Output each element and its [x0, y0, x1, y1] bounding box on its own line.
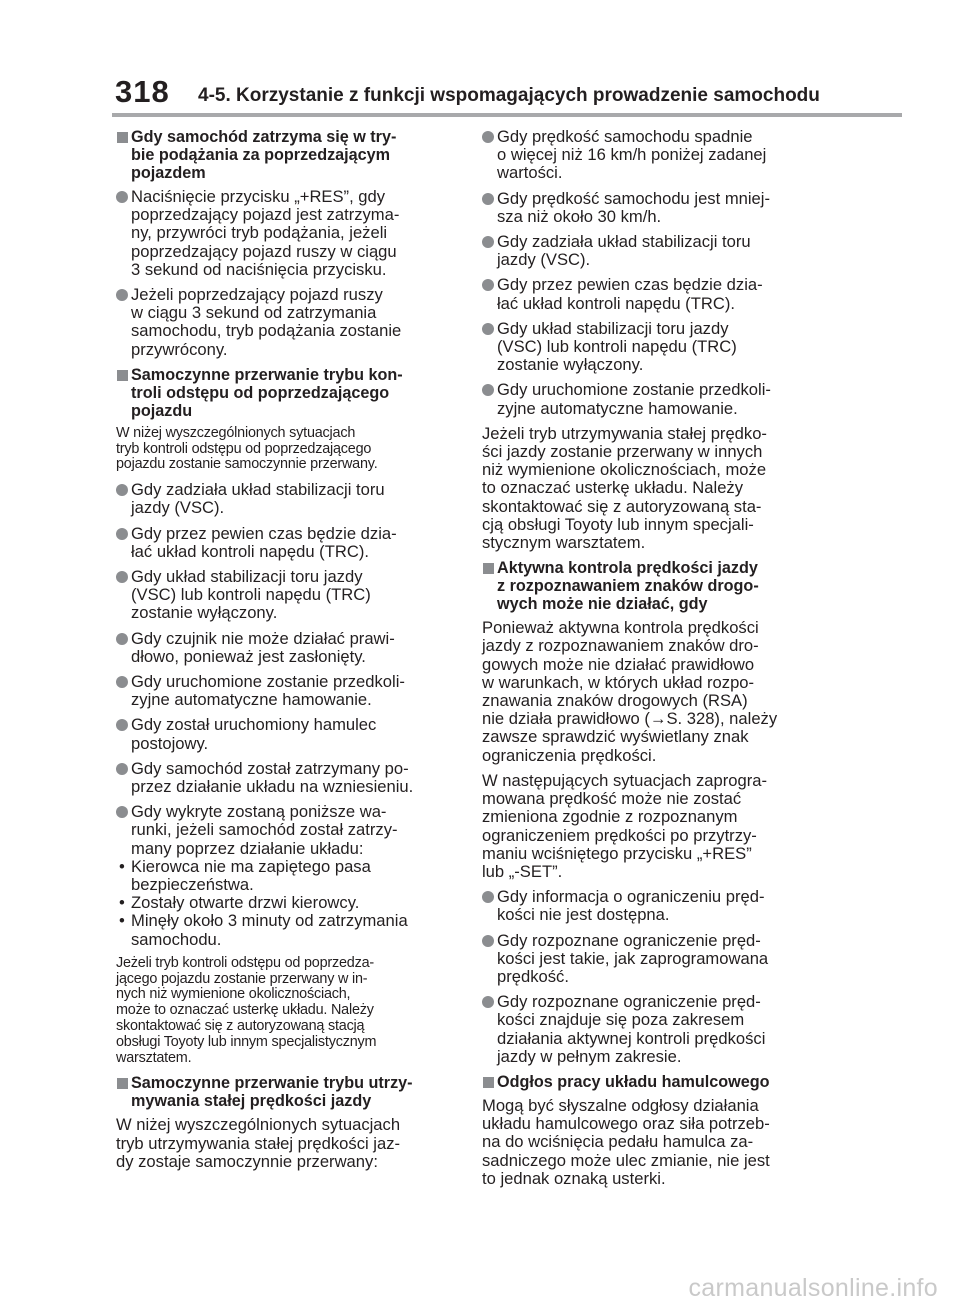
bullet-item	[116, 673, 456, 709]
left-column	[116, 128, 456, 1178]
bullet-item	[116, 525, 456, 561]
section-heading	[482, 1073, 822, 1091]
heading-text: Aktywna kontrola prędkości jazdy z rozpoznawaniem znaków drogo- wych może nie działać, gdy	[497, 559, 759, 614]
circle-bullet-icon	[116, 484, 128, 496]
bullet-text: Gdy uruchomione zostanie przedkoli- zyjne automatyczne hamowanie.	[131, 672, 405, 710]
bullet-text: Gdy przez pewien czas będzie dzia- łać układ kontroli napędu (TRC).	[497, 275, 763, 313]
circle-bullet-icon	[116, 528, 128, 540]
bullet-item	[482, 888, 822, 924]
note-paragraph: W niżej wyszczególnionych sytuacjach tryb kontroli odstępu od poprzedzającego pojazdu zostanie samoczynnie przerwany.	[116, 424, 378, 473]
bullet-text: Gdy prędkość samochodu spadnie o więcej niż 16 km/h poniżej zadanej wartości.	[497, 127, 767, 183]
heading-text: Samoczynne przerwanie trybu utrzy- mywania stałej prędkości jazdy	[131, 1074, 413, 1111]
square-bullet-icon	[117, 1078, 128, 1089]
circle-bullet-icon	[482, 193, 494, 205]
body-paragraph: W następujących sytuacjach zaprogra- mowana prędkość może nie zostać zmieniona zgodnie z rozpoznanym ograniczeniem prędkości po przytrzy- maniu wciśniętego przycisku „+RES” lub „-SET”.	[482, 770, 767, 881]
bullet-item	[116, 716, 456, 752]
bullet-item	[116, 630, 456, 666]
bullet-item	[482, 381, 822, 417]
bullet-text: Gdy zadziała układ stabilizacji toru jazdy (VSC).	[131, 480, 385, 518]
heading-text: Samoczynne przerwanie trybu kon- troli odstępu od poprzedzającego pojazdu	[131, 365, 403, 420]
bullet-dot-icon: •	[119, 893, 125, 913]
circle-bullet-icon	[116, 719, 128, 731]
page-header	[0, 0, 960, 118]
circle-bullet-icon	[116, 633, 128, 645]
bullet-text: Gdy uruchomione zostanie przedkoli- zyjne automatyczne hamowanie.	[497, 380, 771, 418]
bullet-item	[116, 188, 456, 279]
right-column	[482, 128, 822, 1195]
circle-bullet-icon	[482, 323, 494, 335]
circle-bullet-icon	[116, 763, 128, 775]
header-divider	[112, 113, 902, 117]
bullet-text: Gdy prędkość samochodu jest mniej- sza niż około 30 km/h.	[497, 188, 770, 226]
square-bullet-icon	[117, 132, 128, 143]
circle-bullet-icon	[482, 935, 494, 947]
bullet-text: Gdy samochód został zatrzymany po- przez działanie układu na wzniesieniu.	[131, 758, 414, 797]
heading-text: Gdy samochód zatrzyma się w try- bie podążania za poprzedzającym pojazdem	[131, 128, 397, 182]
sub-list-item	[116, 912, 456, 948]
bullet-item	[116, 481, 456, 517]
circle-bullet-icon	[116, 289, 128, 301]
circle-bullet-icon	[116, 191, 128, 203]
bullet-text: Naciśnięcie przycisku „+RES”, gdy poprzedzający pojazd jest zatrzyma- ny, przywróci tryb podążania, jeżeli poprzedzający pojazd ruszy w ciągu 3 sekund od naciśnięcia przycisku.	[131, 187, 400, 279]
bullet-item	[116, 760, 456, 796]
circle-bullet-icon	[482, 996, 494, 1008]
sub-list-item	[116, 894, 456, 912]
bullet-item	[116, 803, 456, 858]
bullet-item	[482, 233, 822, 269]
circle-bullet-icon	[482, 236, 494, 248]
bullet-item	[482, 320, 822, 375]
bullet-text: Jeżeli poprzedzający pojazd ruszy w ciągu 3 sekund od zatrzymania samochodu, tryb podążania zostanie przywrócony.	[131, 285, 402, 359]
bullet-dot-icon: •	[119, 856, 125, 876]
bullet-item	[482, 276, 822, 312]
section-heading	[482, 559, 822, 613]
bullet-text: Gdy został uruchomiony hamulec postojowy.	[131, 715, 377, 753]
circle-bullet-icon	[116, 806, 128, 818]
sub-list-item	[116, 858, 456, 894]
circle-bullet-icon	[482, 131, 494, 143]
bullet-text: Gdy rozpoznane ograniczenie pręd- kości znajduje się poza zakresem działania aktywnej kontroli prędkości jazdy w pełnym zakresie.	[497, 992, 766, 1066]
circle-bullet-icon	[482, 891, 494, 903]
square-bullet-icon	[483, 1077, 494, 1088]
body-paragraph: Ponieważ aktywna kontrola prędkości jazdy z rozpoznawaniem znaków dro- gowych może nie działać prawidłowo w warunkach, w których układ rozpo- znawania znaków drogowych (RSA) nie działa prawidłowo (→S. 328), należy zawsze sprawdzić wyświetlany znak ograniczenia prędkości.	[482, 618, 778, 765]
sub-list	[116, 858, 456, 949]
square-bullet-icon	[117, 370, 128, 381]
bullet-item	[116, 286, 456, 359]
watermark-text: carmanualsonline.info	[688, 1274, 938, 1302]
circle-bullet-icon	[116, 676, 128, 688]
body-paragraph: Jeżeli tryb utrzymywania stałej prędko- ści jazdy zostanie przerwany w innych niż wymienione okolicznościach, może to oznaczać usterkę układu. Należy skontaktować się z autoryzowaną sta- cją obsługi Toyoty lub innym specjali- stycznym warsztatem.	[482, 423, 767, 553]
sub-list-text: Minęły około 3 minuty od zatrzymania samochodu.	[131, 911, 408, 949]
bullet-text: Gdy zadziała układ stabilizacji toru jazdy (VSC).	[497, 232, 751, 270]
bullet-item	[482, 128, 822, 183]
bullet-item	[482, 993, 822, 1066]
bullet-text: Gdy czujnik nie może działać prawi- dłowo, ponieważ jest zasłonięty.	[131, 628, 395, 666]
note-paragraph: Jeżeli tryb kontroli odstępu od poprzedza- jącego pojazdu zostanie przerwany w in- nych niż wymienione okolicznościach, może to oznaczać usterkę układu. Należy skontaktować się z autoryzowaną stacją obsługi Toyoty lub innym specjalistycznym warsztatem.	[116, 954, 377, 1066]
section-title: 4-5. Korzystanie z funkcji wspomagających prowadzenie samochodu	[198, 85, 820, 106]
bullet-item	[482, 932, 822, 987]
circle-bullet-icon	[116, 571, 128, 583]
bullet-text: Gdy układ stabilizacji toru jazdy (VSC) lub kontroli napędu (TRC) zostanie wyłączony.	[131, 567, 371, 623]
bullet-text: Gdy układ stabilizacji toru jazdy (VSC) lub kontroli napędu (TRC) zostanie wyłączony.	[497, 318, 737, 375]
sub-list-text: Zostały otwarte drzwi kierowcy.	[131, 893, 360, 913]
section-heading	[116, 128, 456, 182]
page-number: 318	[115, 74, 170, 109]
body-paragraph: Mogą być słyszalne odgłosy działania układu hamulcowego oraz siła potrzeb- na do wciśnięcia pedału hamulca za- sadniczego może ulec zmianie, nie jest to jednak oznaką usterki.	[482, 1095, 770, 1188]
section-heading	[116, 1074, 456, 1110]
square-bullet-icon	[483, 563, 494, 574]
section-heading	[116, 366, 456, 420]
bullet-text: Gdy przez pewien czas będzie dzia- łać układ kontroli napędu (TRC).	[131, 523, 397, 561]
body-paragraph: W niżej wyszczególnionych sytuacjach tryb utrzymywania stałej prędkości jaz- dy zostaje samoczynnie przerwany:	[116, 1115, 401, 1171]
bullet-dot-icon: •	[119, 911, 125, 931]
circle-bullet-icon	[482, 279, 494, 291]
bullet-text: Gdy informacja o ograniczeniu pręd- kości nie jest dostępna.	[497, 887, 765, 925]
circle-bullet-icon	[482, 384, 494, 396]
bullet-text: Gdy rozpoznane ograniczenie pręd- kości jest takie, jak zaprogramowana prędkość.	[497, 930, 769, 986]
bullet-item	[116, 568, 456, 623]
sub-list-text: Kierowca nie ma zapiętego pasa bezpieczeństwa.	[131, 856, 371, 895]
bullet-text: Gdy wykryte zostaną poniższe wa- runki, jeżeli samochód został zatrzy- many poprzez działanie układu:	[131, 802, 398, 858]
bullet-item	[482, 190, 822, 226]
heading-text: Odgłos pracy układu hamulcowego	[497, 1072, 770, 1091]
